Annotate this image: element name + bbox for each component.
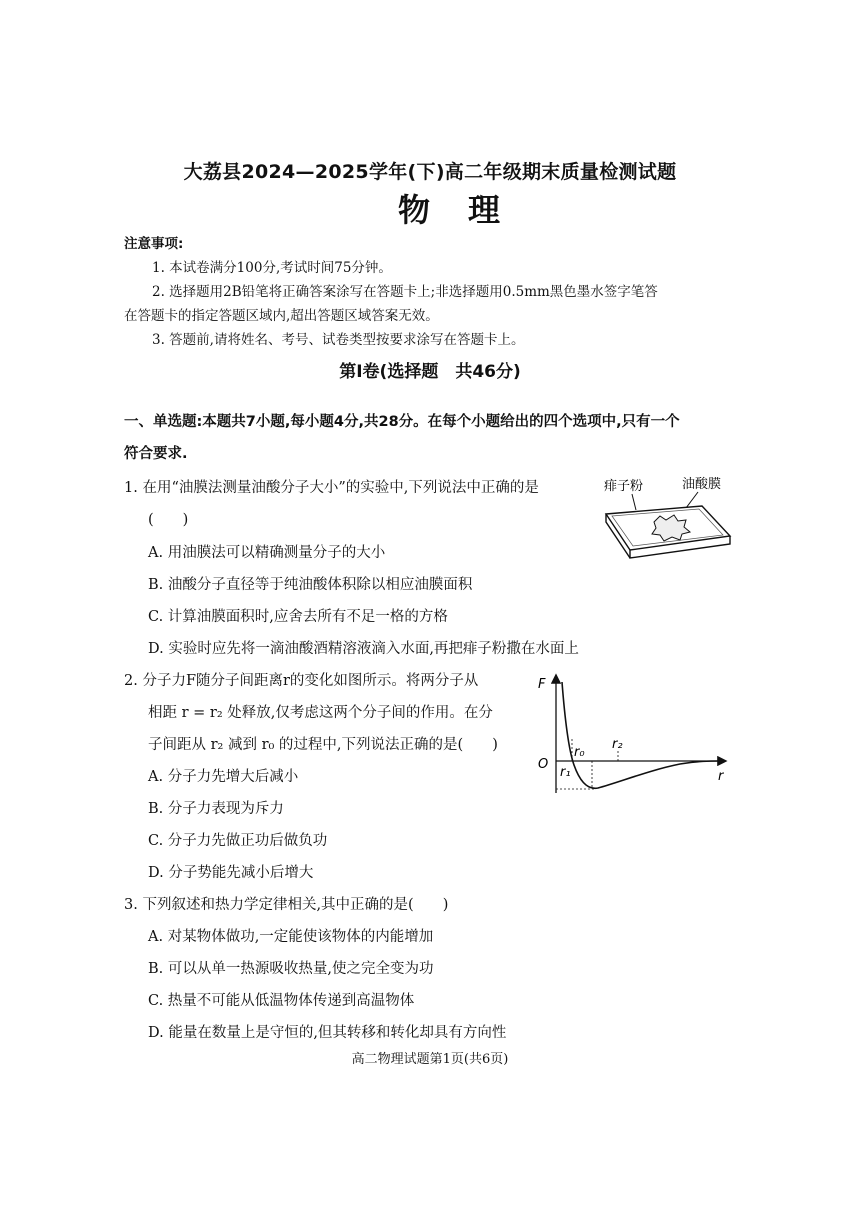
note-item: 1. 本试卷满分100分,考试时间75分钟。: [152, 260, 392, 276]
graph-axis-f: F: [538, 677, 546, 692]
graph-label-r0: r₀: [574, 745, 585, 760]
question-2-option-c: C. 分子力先做正功后做负功: [148, 833, 328, 849]
note-item: 2. 选择题用2B铅笔将正确答案涂写在答题卡上;非选择题用0.5mm黑色墨水签字笔答: [152, 284, 658, 300]
note-item: 在答题卡的指定答题区域内,超出答题区域答案无效。: [124, 308, 439, 324]
oil-film-tray-figure: [598, 470, 738, 570]
graph-axis-r: r: [718, 769, 724, 784]
force-distance-graph: [530, 668, 735, 798]
part-heading-cont: 符合要求.: [124, 446, 188, 462]
question-3-stem: 3. 下列叙述和热力学定律相关,其中正确的是( ): [124, 897, 449, 913]
part-heading: 一、单选题:本题共7小题,每小题4分,共28分。在每个小题给出的四个选项中,只有一个: [124, 414, 680, 430]
section-title: 第Ⅰ卷(选择题 共46分): [339, 362, 521, 382]
question-3-option-d: D. 能量在数量上是守恒的,但其转移和转化却具有方向性: [148, 1025, 507, 1041]
figure-label-film: 油酸膜: [682, 477, 722, 492]
question-2-option-d: D. 分子势能先减小后增大: [148, 865, 314, 881]
question-1-stem: 1. 在用“油膜法测量油酸分子大小”的实验中,下列说法中正确的是: [124, 480, 539, 496]
question-3-option-b: B. 可以从单一热源吸收热量,使之完全变为功: [148, 961, 434, 977]
question-2-option-a: A. 分子力先增大后减小: [148, 769, 299, 785]
question-3-option-a: A. 对某物体做功,一定能使该物体的内能增加: [148, 929, 434, 945]
question-1-option-c: C. 计算油膜面积时,应舍去所有不足一格的方格: [148, 609, 448, 625]
question-3-option-c: C. 热量不可能从低温物体传递到高温物体: [148, 993, 415, 1009]
question-1-option-d: D. 实验时应先将一滴油酸酒精溶液滴入水面,再把痱子粉撒在水面上: [148, 641, 579, 657]
subject-title: 物理: [397, 191, 538, 229]
question-2-stem-line: 相距 r = r₂ 处释放,仅考虑这两个分子间的作用。在分: [148, 705, 493, 721]
question-1-option-b: B. 油酸分子直径等于纯油酸体积除以相应油膜面积: [148, 577, 473, 593]
question-1-option-a: A. 用油膜法可以精确测量分子的大小: [148, 545, 386, 561]
page-footer: 高二物理试题第1页(共6页): [351, 1052, 509, 1067]
note-item: 3. 答题前,请将姓名、考号、试卷类型按要求涂写在答题卡上。: [152, 332, 525, 348]
graph-label-r2: r₂: [612, 737, 623, 752]
question-2-stem-line: 子间距从 r₂ 减到 r₀ 的过程中,下列说法正确的是( ): [148, 737, 498, 753]
question-2-stem-line: 2. 分子力F随分子间距离r的变化如图所示。将两分子从: [124, 673, 479, 689]
figure-label-powder: 痱子粉: [604, 479, 644, 494]
question-2-option-b: B. 分子力表现为斥力: [148, 801, 284, 817]
graph-label-r1: r₁: [560, 765, 571, 780]
graph-origin: O: [538, 757, 549, 772]
notes-heading: 注意事项:: [124, 236, 184, 252]
exam-title: 大荔县2024—2025学年(下)高二年级期末质量检测试题: [183, 161, 677, 183]
question-1-bracket: ( ): [148, 512, 189, 528]
